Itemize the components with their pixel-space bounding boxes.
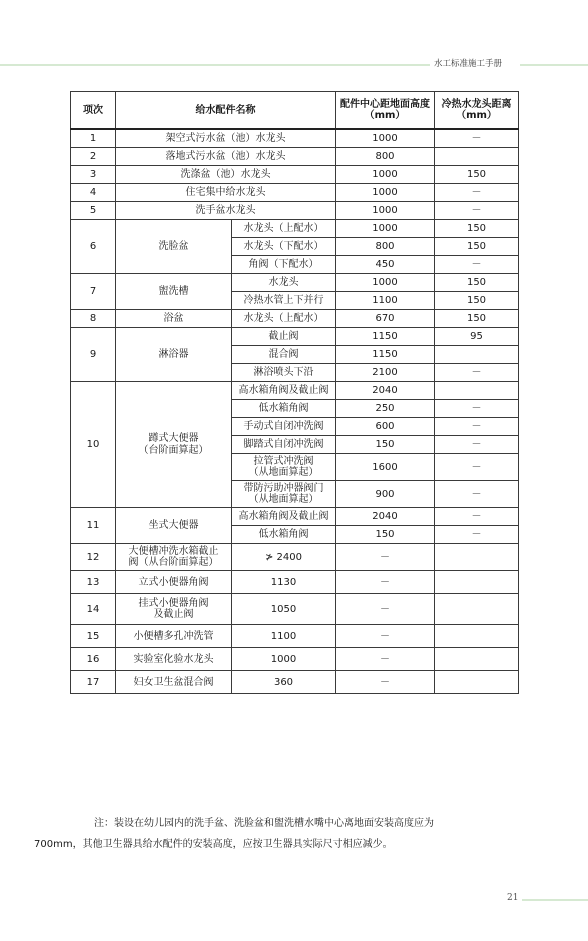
table-cell: 水龙头（上配水） [232,310,336,328]
table-cell: 带防污助冲器阀门 （从地面算起） [232,481,336,508]
table-cell: 1000 [336,274,435,292]
table-cell: 浴盆 [116,310,232,328]
table-cell: 3 [71,166,116,184]
table-cell: 挂式小便器角阀 及截止阀 [116,594,232,625]
table-cell: － [435,436,519,454]
table-cell: 10 [71,382,116,508]
table-cell: 800 [336,238,435,256]
table-cell: 低水箱角阀 [232,400,336,418]
table-cell: 2 [71,148,116,166]
table-cell: 截止阀 [232,328,336,346]
table-cell: － [435,418,519,436]
table-cell: 1150 [336,328,435,346]
table-cell [435,625,519,648]
table-cell: 4 [71,184,116,202]
table-cell: 1100 [336,292,435,310]
running-header: 水工标准施工手册 [434,59,503,69]
table-row [71,310,519,328]
table-cell: 1000 [336,129,435,148]
table-row [71,166,519,184]
table-cell: 妇女卫生盆混合阀 [116,671,232,694]
table-cell: 盥洗槽 [116,274,232,310]
table-row [71,648,519,671]
table-cell: 150 [336,436,435,454]
table-row [71,571,519,594]
table-row [71,220,519,238]
table-cell: 150 [435,292,519,310]
table-cell: － [435,256,519,274]
table-cell: 小便槽多孔冲洗管 [116,625,232,648]
table-cell: 角阀（下配水） [232,256,336,274]
table-cell: 1 [71,129,116,148]
table-cell: 1000 [336,220,435,238]
table-row [71,274,519,292]
table-cell: 1050 [232,594,336,625]
table-cell: 拉管式冲洗阀 （从地面算起） [232,454,336,481]
table-cell [435,346,519,364]
g10-name-line1: 蹲式大便器 [148,433,199,444]
table-cell: 洗脸盆 [116,220,232,274]
table-header-row [71,92,519,130]
table-cell: － [435,526,519,544]
note-line-2: 700mm，其他卫生器具给水配件的安装高度，应按卫生器具实际尺寸相应减少。 [34,839,393,850]
table-cell: 架空式污水盆（池）水龙头 [116,129,336,148]
table-row [71,382,519,400]
table-cell: 低水箱角阀 [232,526,336,544]
table-cell [435,148,519,166]
header-item: 项次 [71,92,116,130]
table-cell [435,382,519,400]
table-cell: 1000 [336,202,435,220]
table-cell: 150 [435,220,519,238]
header-rule-right [520,64,588,66]
table-cell: 17 [71,671,116,694]
table-cell: 1000 [336,166,435,184]
table-cell: 冷热水管上下并行 [232,292,336,310]
table-cell: ≯ 2400 [232,544,336,571]
table-cell: 5 [71,202,116,220]
table-cell: － [435,481,519,508]
table-cell: 1000 [232,648,336,671]
table-row [71,594,519,625]
table-row [71,202,519,220]
page-number: 21 [507,893,519,903]
g10-name-line2: （台阶面算起） [138,444,209,456]
header-center-height: 配件中心距地面高度（mm） [336,92,435,130]
table-cell: － [435,508,519,526]
table-cell: 坐式大便器 [116,508,232,544]
table-cell: 95 [435,328,519,346]
table-cell [435,671,519,694]
table-cell: 水龙头（下配水） [232,238,336,256]
table-row [71,184,519,202]
table-cell: 大便槽冲洗水箱截止 阀（从台阶面算起） [116,544,232,571]
table-row [71,129,519,148]
table-cell: － [336,571,435,594]
table-cell: 150 [435,238,519,256]
table-cell: － [435,184,519,202]
table-cell: 1150 [336,346,435,364]
table-cell [116,382,232,508]
table-cell: 实验室化验水龙头 [116,648,232,671]
table-cell: 洗涤盆（池）水龙头 [116,166,336,184]
table-cell: 900 [336,481,435,508]
table-cell: 1600 [336,454,435,481]
table-cell: 14 [71,594,116,625]
table-cell: 高水箱角阀及截止阀 [232,382,336,400]
table-cell: 150 [336,526,435,544]
fittings-height-table [70,91,519,694]
table-note [34,813,554,855]
table-cell: 8 [71,310,116,328]
table-cell: 9 [71,328,116,382]
header-tap-distance: 冷热水龙头距离（mm） [435,92,519,130]
table-cell: 水龙头 [232,274,336,292]
table-row [71,328,519,346]
table-cell: － [336,544,435,571]
table-cell: 1130 [232,571,336,594]
table-row [71,671,519,694]
table-cell: 1100 [232,625,336,648]
table-cell: 混合阀 [232,346,336,364]
table-cell: 脚踏式自闭冲洗阀 [232,436,336,454]
table-cell [435,648,519,671]
table-cell: 淋浴器 [116,328,232,382]
table-cell: － [336,625,435,648]
table-cell: 手动式自闭冲洗阀 [232,418,336,436]
header-rule-left [0,64,430,66]
table-cell: 2100 [336,364,435,382]
table-cell [435,571,519,594]
table-cell: 800 [336,148,435,166]
table-cell: 150 [435,310,519,328]
table-cell: － [336,671,435,694]
table-cell: 670 [336,310,435,328]
table-cell: 150 [435,166,519,184]
table-cell: 7 [71,274,116,310]
table-cell: － [435,202,519,220]
table-cell: 16 [71,648,116,671]
table-cell: － [336,648,435,671]
note-line-1: 注：装设在幼儿园内的洗手盆、洗脸盆和盥洗槽水嘴中心离地面安装高度应为 [94,818,434,829]
table-cell: 11 [71,508,116,544]
table-cell: 高水箱角阀及截止阀 [232,508,336,526]
table-cell: 水龙头（上配水） [232,220,336,238]
table-cell: 2040 [336,382,435,400]
table-cell: 立式小便器角阀 [116,571,232,594]
table-cell: 淋浴喷头下沿 [232,364,336,382]
table-row [71,544,519,571]
table-cell: － [435,364,519,382]
header-fitting-name: 给水配件名称 [116,92,336,130]
table-cell: 住宅集中给水龙头 [116,184,336,202]
table-cell: － [435,454,519,481]
table-cell: － [336,594,435,625]
table-cell: － [435,400,519,418]
table-cell: 450 [336,256,435,274]
table-row [71,148,519,166]
table-cell: 150 [435,274,519,292]
table-cell [435,594,519,625]
table-cell: 落地式污水盆（池）水龙头 [116,148,336,166]
table-cell: 2040 [336,508,435,526]
table-cell: 12 [71,544,116,571]
table-cell: 洗手盆水龙头 [116,202,336,220]
table-cell: － [435,129,519,148]
footer-rule [522,899,588,901]
table-row [71,508,519,526]
table-cell: 13 [71,571,116,594]
table-row [71,625,519,648]
table-cell: 15 [71,625,116,648]
table-cell: 1000 [336,184,435,202]
table-cell [435,544,519,571]
table-cell: 250 [336,400,435,418]
table-cell: 600 [336,418,435,436]
table-cell: 6 [71,220,116,274]
table-cell: 360 [232,671,336,694]
